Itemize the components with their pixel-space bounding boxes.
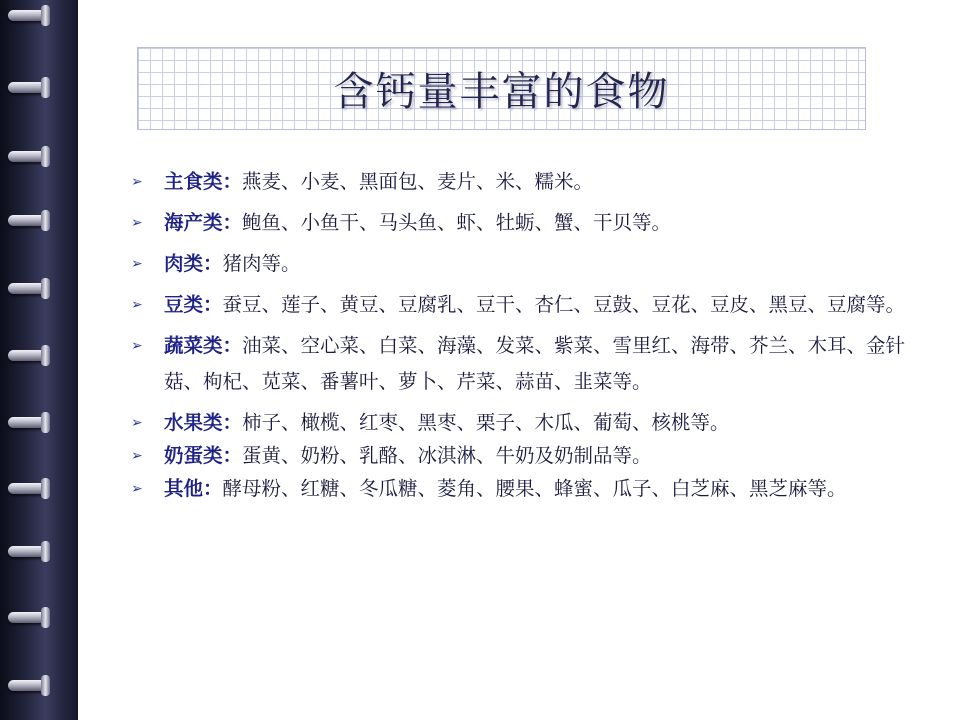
arrow-bullet-icon: ➢ xyxy=(131,256,143,272)
arrow-bullet-icon: ➢ xyxy=(131,481,143,497)
list-item xyxy=(128,471,918,507)
list-item xyxy=(128,246,918,282)
category-foods: 燕麦、小麦、黑面包、麦片、米、糯米。 xyxy=(242,170,594,193)
list-item xyxy=(128,205,918,241)
arrow-bullet-icon: ➢ xyxy=(131,448,143,464)
arrow-bullet-icon: ➢ xyxy=(131,215,143,231)
binder-ring xyxy=(8,215,46,226)
binder-ring xyxy=(8,350,46,361)
category-foods: 猪肉等。 xyxy=(222,252,301,275)
category-foods: 鲍鱼、小鱼干、马头鱼、虾、牡蛎、蟹、干贝等。 xyxy=(242,211,672,234)
category-foods: 蚕豆、莲子、黄豆、豆腐乳、豆干、杏仁、豆鼓、豆花、豆皮、黑豆、豆腐等。 xyxy=(222,293,906,316)
binder-ring xyxy=(8,82,46,93)
arrow-bullet-icon: ➢ xyxy=(131,297,143,313)
binder-ring xyxy=(8,283,46,294)
category-label: 蔬菜类： xyxy=(164,334,243,357)
list-item xyxy=(128,328,918,400)
food-list xyxy=(128,164,918,512)
arrow-bullet-icon: ➢ xyxy=(131,174,143,190)
binder-ring xyxy=(8,483,46,494)
arrow-bullet-icon: ➢ xyxy=(131,338,143,354)
list-item xyxy=(128,287,918,323)
notebook-binding xyxy=(0,0,78,720)
category-label: 主食类： xyxy=(164,170,243,193)
binder-ring xyxy=(8,151,46,162)
list-item xyxy=(128,405,918,441)
category-label: 豆类： xyxy=(164,293,223,316)
page-title: 含钙量丰富的食物 xyxy=(333,69,670,115)
title-box xyxy=(137,47,866,130)
category-label: 肉类： xyxy=(164,252,223,275)
list-item xyxy=(128,438,918,474)
category-foods: 蛋黄、奶粉、乳酪、冰淇淋、牛奶及奶制品等。 xyxy=(242,444,652,467)
arrow-bullet-icon: ➢ xyxy=(131,415,143,431)
category-foods: 油菜、空心菜、白菜、海藻、发菜、紫菜、雪里红、海带、芥兰、木耳、金针菇、枸杞、苋菜、番薯叶、萝卜、芹菜、蒜苗、韭菜等。 xyxy=(164,334,906,393)
category-label: 海产类： xyxy=(164,211,243,234)
list-item xyxy=(128,164,918,200)
binder-ring xyxy=(8,612,46,623)
category-label: 水果类： xyxy=(164,411,243,434)
category-foods: 酵母粉、红糖、冬瓜糖、菱角、腰果、蜂蜜、瓜子、白芝麻、黑芝麻等。 xyxy=(222,477,847,500)
binder-ring xyxy=(8,680,46,691)
binder-ring xyxy=(8,10,46,21)
binder-ring xyxy=(8,417,46,428)
category-label: 奶蛋类： xyxy=(164,444,243,467)
category-label: 其他： xyxy=(164,477,223,500)
binder-ring xyxy=(8,546,46,557)
category-foods: 柿子、橄榄、红枣、黑枣、栗子、木瓜、葡萄、核桃等。 xyxy=(242,411,730,434)
